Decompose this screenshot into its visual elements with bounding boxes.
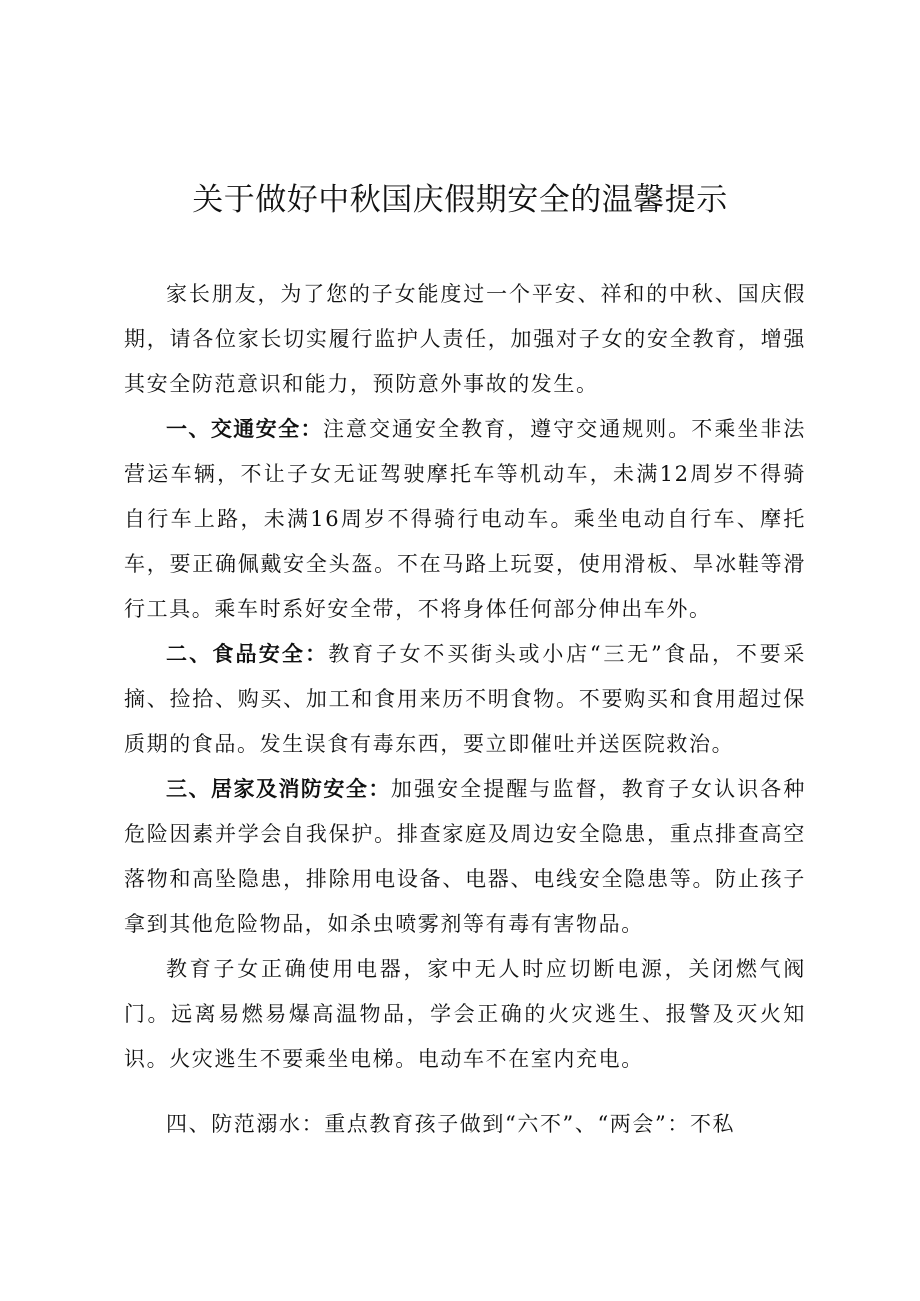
- traffic-safety-text: 注意交通安全教育，遵守交通规则。不乘坐非法营运车辆，不让子女无证驾驶摩托车等机动车，未满12周岁不得骑自行车上路，未满16周岁不得骑行电动车。乘坐电动自行车、摩托车，要正确佩戴安全头盔。不在马路上玩耍，使用滑板、旱冰鞋等滑行工具。乘车时系好安全带，不将身体任何部分伸出车外。: [124, 417, 806, 621]
- home-fire-safety-paragraph: [124, 767, 806, 947]
- food-safety-paragraph: [124, 632, 806, 767]
- intro-text: 家长朋友，为了您的子女能度过一个平安、祥和的中秋、国庆假期，请各位家长切实履行监护人责任，加强对子女的安全教育，增强其安全防范意识和能力，预防意外事故的发生。: [124, 282, 806, 396]
- food-safety-text: 教育子女不买街头或小店“三无”食品，不要采摘、捡拾、购买、加工和食用来历不明食物。不要购买和食用超过保质期的食品。发生误食有毒东西，要立即催吐并送医院救治。: [124, 642, 806, 756]
- traffic-safety-paragraph: [124, 407, 806, 632]
- drowning-prevention-text: 重点教育孩子做到“六不”、“两会”：不私: [324, 1112, 736, 1136]
- drowning-prevention-heading: 四、防范溺水：: [166, 1112, 325, 1136]
- electrical-safety-paragraph: [124, 947, 806, 1082]
- food-safety-heading: 二、食品安全：: [166, 642, 329, 666]
- intro-paragraph: [124, 272, 806, 407]
- home-fire-safety-heading: 三、居家及消防安全：: [166, 777, 391, 801]
- document-title: 关于做好中秋国庆假期安全的温馨提示: [192, 182, 728, 218]
- home-fire-safety-text: 加强安全提醒与监督，教育子女认识各种危险因素并学会自我保护。排查家庭及周边安全隐患，重点排查高空落物和高坠隐患，排除用电设备、电器、电线安全隐患等。防止孩子拿到其他危险物品，如杀虫喷雾剂等有毒有害物品。: [124, 777, 806, 936]
- electrical-safety-text: 教育子女正确使用电器，家中无人时应切断电源，关闭燃气阀门。远离易燃易爆高温物品，学会正确的火灾逃生、报警及灭火知识。火灾逃生不要乘坐电梯。电动车不在室内充电。: [124, 957, 806, 1071]
- traffic-safety-heading: 一、交通安全：: [166, 417, 323, 441]
- drowning-prevention-paragraph: [124, 1102, 806, 1147]
